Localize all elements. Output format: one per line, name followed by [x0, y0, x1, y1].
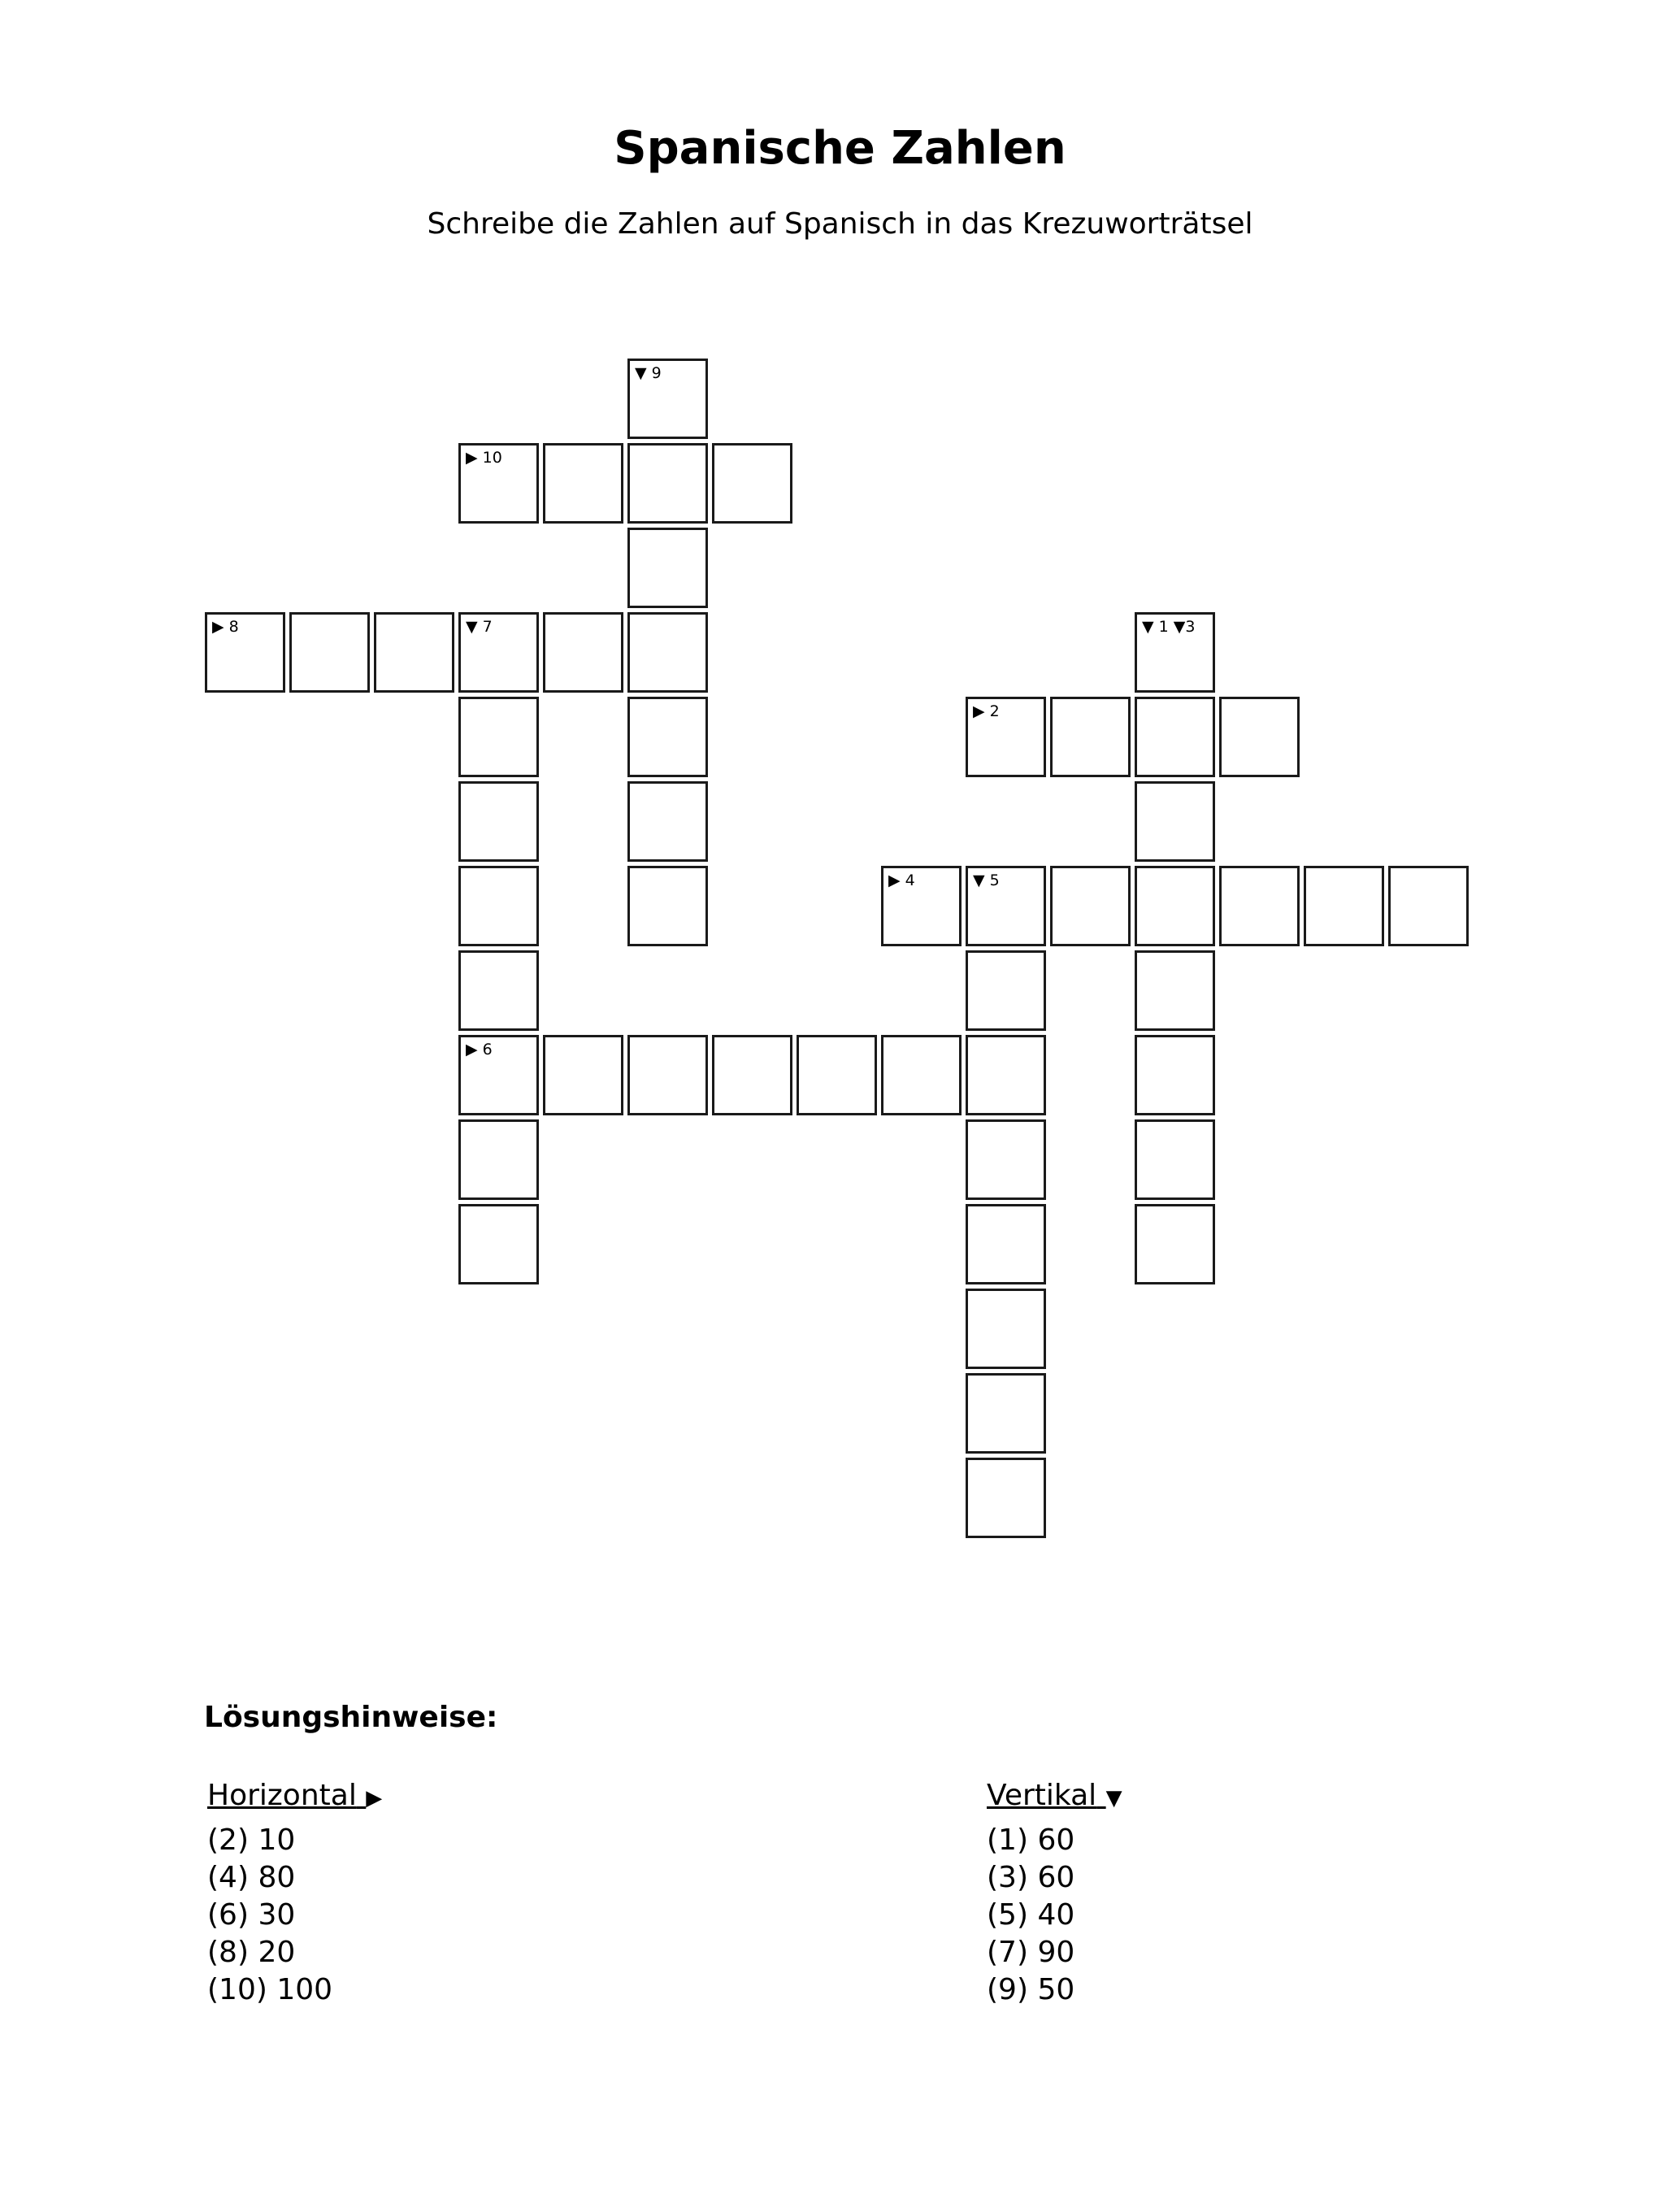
crossword-cell[interactable]: [966, 1119, 1046, 1200]
clue-number: ▼ 5: [973, 871, 1000, 889]
across-clues: [207, 1777, 382, 2009]
clue-number: ▶ 6: [466, 1041, 493, 1058]
crossword-cell[interactable]: [1135, 950, 1215, 1031]
crossword-cell[interactable]: [627, 866, 708, 946]
crossword-cell[interactable]: [627, 528, 708, 608]
crossword-cell[interactable]: [1135, 781, 1215, 862]
crossword-cell[interactable]: [1135, 697, 1215, 777]
crossword-cell[interactable]: [966, 1035, 1046, 1115]
clue-down: (1) 60: [987, 1823, 1075, 1857]
crossword-cell[interactable]: [289, 612, 370, 693]
across-heading-label: Horizontal: [207, 1779, 357, 1812]
crossword-cell[interactable]: [966, 1289, 1046, 1369]
crossword-cell[interactable]: [1050, 866, 1131, 946]
clue-down: (5) 40: [987, 1898, 1075, 1932]
crossword-cell[interactable]: [458, 1204, 539, 1284]
clue-across: (6) 30: [207, 1898, 296, 1932]
crossword-cell[interactable]: [1135, 1035, 1215, 1115]
clue-down: (9) 50: [987, 1973, 1075, 2006]
crossword-cell[interactable]: [966, 950, 1046, 1031]
crossword-cell[interactable]: [458, 950, 539, 1031]
crossword-cell[interactable]: [458, 1035, 539, 1115]
crossword-cell[interactable]: [543, 443, 623, 524]
crossword-cell[interactable]: [712, 1035, 792, 1115]
arrow-down-icon: ▼: [1105, 1786, 1122, 1810]
crossword-cell[interactable]: [1219, 697, 1300, 777]
crossword-cell[interactable]: [627, 781, 708, 862]
crossword-cell[interactable]: [966, 866, 1046, 946]
crossword-cell[interactable]: [458, 1119, 539, 1200]
crossword-cell[interactable]: [966, 1373, 1046, 1454]
crossword-cell[interactable]: [458, 612, 539, 693]
crossword-cell[interactable]: [458, 866, 539, 946]
crossword-cell[interactable]: [966, 697, 1046, 777]
crossword-cell[interactable]: [205, 612, 285, 693]
crossword-cell[interactable]: [627, 443, 708, 524]
clue-down: (7) 90: [987, 1936, 1075, 1969]
crossword-cell[interactable]: [627, 359, 708, 439]
down-heading: [987, 1777, 1122, 1817]
crossword-cell[interactable]: [374, 612, 454, 693]
across-heading: [207, 1777, 382, 1817]
crossword-cell[interactable]: [881, 1035, 962, 1115]
crossword-cell[interactable]: [1135, 612, 1215, 693]
hints-heading: Lösungshinweise:: [204, 1701, 498, 1734]
crossword-cell[interactable]: [627, 1035, 708, 1115]
crossword-cell[interactable]: [627, 697, 708, 777]
down-clues: [987, 1777, 1122, 2009]
crossword-cell[interactable]: [458, 697, 539, 777]
crossword-cell[interactable]: [1135, 866, 1215, 946]
clue-across: (8) 20: [207, 1936, 296, 1969]
clue-number: ▼ 7: [466, 618, 493, 636]
clue-across: (2) 10: [207, 1823, 296, 1857]
page-title: Spanische Zahlen: [614, 122, 1066, 175]
crossword-cell[interactable]: [627, 612, 708, 693]
clue-down: (3) 60: [987, 1861, 1075, 1894]
clue-number: ▼ 9: [635, 364, 662, 382]
instructions: Schreibe die Zahlen auf Spanisch in das Krezuworträtsel: [427, 207, 1253, 241]
clue-across: (10) 100: [207, 1973, 333, 2006]
clue-number: ▶ 8: [212, 618, 239, 636]
crossword-cell[interactable]: [458, 781, 539, 862]
down-heading-label: Vertikal: [987, 1779, 1097, 1812]
crossword-cell[interactable]: [1304, 866, 1384, 946]
clue-number: ▶ 4: [888, 871, 915, 889]
crossword-cell[interactable]: [1219, 866, 1300, 946]
crossword-cell[interactable]: [712, 443, 792, 524]
crossword-cell[interactable]: [458, 443, 539, 524]
arrow-right-icon: ▶: [366, 1786, 383, 1810]
crossword-cell[interactable]: [543, 1035, 623, 1115]
crossword-cell[interactable]: [966, 1458, 1046, 1538]
clue-number: ▶ 10: [466, 449, 502, 467]
crossword-cell[interactable]: [543, 612, 623, 693]
clue-number: ▶ 2: [973, 702, 1000, 720]
crossword-cell[interactable]: [1135, 1204, 1215, 1284]
clue-across: (4) 80: [207, 1861, 296, 1894]
crossword-cell[interactable]: [966, 1204, 1046, 1284]
crossword-cell[interactable]: [1388, 866, 1469, 946]
crossword-cell[interactable]: [797, 1035, 877, 1115]
crossword-cell[interactable]: [1050, 697, 1131, 777]
crossword-cell[interactable]: [881, 866, 962, 946]
clue-number: ▼ 1 ▼3: [1142, 618, 1196, 636]
crossword-cell[interactable]: [1135, 1119, 1215, 1200]
